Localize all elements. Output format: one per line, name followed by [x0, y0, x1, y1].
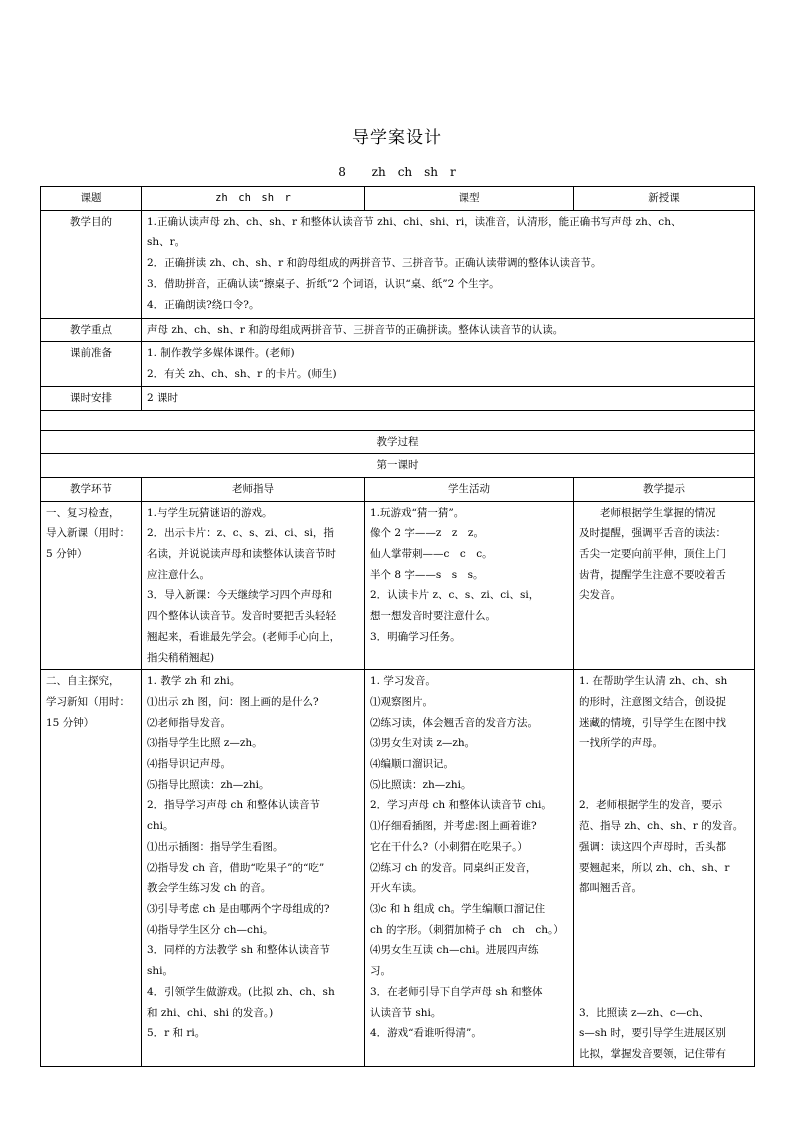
preparation-label: 课前准备: [41, 342, 142, 386]
text-line: 指尖稍稍翘起): [147, 651, 215, 664]
stage-row-1: [41, 501, 755, 670]
text-line: 5 分钟）: [46, 548, 88, 561]
text-line: 比拟，掌握发音要领，记住带有: [579, 1047, 726, 1060]
schedule-value: 2 课时: [142, 386, 755, 410]
preparation-line: 1. 制作教学多媒体课件。(老师): [147, 347, 295, 360]
schedule-row: [41, 386, 755, 410]
text-line: 的形时，注意图文结合，创设捉: [579, 695, 726, 708]
text-line: 1.与学生玩猜谜语的游戏。: [147, 506, 273, 519]
topic-label: 课题: [41, 187, 142, 211]
schedule-label: 课时安排: [41, 386, 142, 410]
preparation-content: [142, 342, 755, 386]
text-line: ⑵练习 ch 的发音。同桌纠正发音，: [370, 861, 537, 874]
text-line: 尖发音。: [579, 589, 621, 602]
text-line: 1.玩游戏“猜一猜”。: [370, 506, 465, 519]
type-value: 新授课: [574, 187, 755, 211]
text-line: 应注意什么。: [147, 568, 210, 581]
text-line: ⑵指导发 ch 音，借助“吃果子”的“吃”: [147, 861, 325, 874]
text-line: 像个 2 字——z z z。: [370, 527, 484, 540]
lesson-plan-table: [40, 186, 755, 1067]
text-line: 2．老师根据学生的发音，要示: [579, 799, 723, 812]
process-label: 教学过程: [41, 430, 755, 454]
text-line: 2．学习声母 ch 和整体认读音节 chi。: [370, 799, 552, 812]
text-line: 想一想发音时要注意什么。: [370, 610, 496, 623]
text-line: 认读音节 shi。: [370, 1006, 442, 1019]
text-line: 名读，并说说读声母和读整体认读音节时: [147, 548, 336, 561]
stage-name: [41, 501, 142, 670]
text-line: 范、指导 zh、ch、sh、r 的发音。: [579, 820, 744, 833]
text-line: ⑷编顺口溜识记。: [370, 758, 454, 771]
text-line: 3．同样的方法教学 sh 和整体认读音节: [147, 944, 331, 957]
topic-value: zh ch sh r: [142, 187, 365, 211]
type-label: 课型: [365, 187, 574, 211]
text-line: [579, 899, 749, 920]
key-points-label: 教学重点: [41, 318, 142, 342]
text-line: 翘起来，看谁最先学会。(老师手心向上，: [147, 630, 341, 643]
text-line: ⑴观察图片。: [370, 695, 433, 708]
lesson-subtitle: 8 zh ch sh r: [338, 165, 456, 179]
text-line: 1. 学习发音。: [370, 675, 436, 688]
text-line: 15 分钟）: [46, 716, 95, 729]
text-line: ⑸比照读：zh—zhi。: [370, 778, 472, 791]
text-line: 3．导入新课：今天继续学习四个声母和: [147, 589, 333, 602]
text-line: 4．游戏“看谁听得清”。: [370, 1027, 482, 1040]
text-line: 老师根据学生掌握的情况: [600, 506, 716, 519]
text-line: 四个整体认读音节。发音时要把舌头轻轻: [147, 610, 336, 623]
text-line: 要翘起来，所以 zh、ch、sh、r: [579, 861, 730, 874]
period-row: [41, 454, 755, 478]
goal-line: sh、r。: [147, 236, 186, 249]
student-activity: [365, 670, 574, 1066]
text-line: ⑶指导学生比照 z—zh。: [147, 737, 263, 750]
process-row: [41, 430, 755, 454]
text-line: ⑸指导比照读：zh—zhi。: [147, 778, 270, 791]
preparation-line: 2．有关 zh、ch、sh、r 的卡片。(师生): [147, 368, 337, 381]
text-line: 学习新知（用时：: [46, 695, 130, 708]
text-line: 齿背，提醒学生注意不要咬着舌: [579, 568, 726, 581]
text-line: ⑶引导考虑 ch 是由哪两个字母组成的?: [147, 902, 330, 915]
text-line: 教会学生练习发 ch 的音。: [147, 882, 272, 895]
text-line: 和 zhi、chi、shi 的发音。): [147, 1006, 274, 1019]
text-line: ⑷指导识记声母。: [147, 758, 231, 771]
text-line: 都叫翘舌音。: [579, 882, 642, 895]
goal-line: 1.正确认读声母 zh、ch、sh、r 和整体认读音节 zhi、chi、shi、ri，读准音，认清形，能正确书写声母 zh、ch、: [147, 215, 682, 228]
text-line: 开火车读。: [370, 882, 423, 895]
text-line: [579, 982, 749, 1003]
teaching-tips: [574, 670, 755, 1066]
text-line: ⑶c 和 h 组成 ch。学生编顺口溜记住: [370, 902, 546, 915]
text-line: ⑷指导学生区分 ch—chi。: [147, 923, 274, 936]
header-student: 学生活动: [365, 477, 574, 501]
goals-content: [142, 210, 755, 318]
text-line: 3．比照读 z—zh、c—ch、: [579, 1006, 710, 1019]
text-line: 迷藏的情境，引导学生在图中找: [579, 716, 726, 729]
text-line: chi。: [147, 820, 174, 833]
header-stage: 教学环节: [41, 477, 142, 501]
period-label: 第一课时: [41, 454, 755, 478]
text-line: [579, 940, 749, 961]
text-line: 2．出示卡片：z、c、s、zi、ci、si，指: [147, 527, 334, 540]
header-tips: 教学提示: [574, 477, 755, 501]
text-line: ⑵老师指导发音。: [147, 716, 231, 729]
info-row: [41, 187, 755, 211]
text-line: [579, 961, 749, 982]
text-line: ⑴出示插图：指导学生看图。: [147, 840, 284, 853]
text-line: 一找所学的声母。: [579, 737, 663, 750]
text-line: 二、自主探究，: [46, 675, 120, 688]
teacher-guidance: [142, 501, 365, 670]
preparation-row: [41, 342, 755, 386]
text-line: [579, 754, 749, 775]
stage-name: [41, 670, 142, 1066]
text-line: 它在干什么?（小刺猬在吃果子。）: [370, 840, 528, 853]
text-line: 2．认读卡片 z、c、s、zi、ci、si，: [370, 589, 540, 602]
text-line: 2．指导学习声母 ch 和整体认读音节: [147, 799, 320, 812]
text-line: 习。: [370, 965, 391, 978]
text-line: 强调：读这四个声母时，舌头都: [579, 840, 726, 853]
text-line: 及时提醒，强调平舌音的读法：: [579, 527, 726, 540]
text-line: ⑷男女生互读 ch—chi。进展四声练: [370, 944, 539, 957]
text-line: ch 的字形。（刺猬加椅子 ch ch ch。）: [370, 923, 564, 936]
goals-row: [41, 210, 755, 318]
text-line: ⑶男女生对读 z—zh。: [370, 737, 476, 750]
text-line: 1. 教学 zh 和 zhi。: [147, 675, 241, 688]
text-line: 仙人掌带刺——c c c。: [370, 548, 493, 561]
key-points-value: 声母 zh、ch、sh、r 和韵母组成两拼音节、三拼音节的正确拼读。整体认读音节的认读。: [142, 318, 755, 342]
text-line: ⑴出示 zh 图，问：图上画的是什么?: [147, 695, 319, 708]
process-header-row: [41, 477, 755, 501]
key-points-row: [41, 318, 755, 342]
text-line: 3．在老师引导下自学声母 sh 和整体: [370, 985, 543, 998]
text-line: [579, 775, 749, 796]
text-line: 3．明确学习任务。: [370, 630, 461, 643]
goal-line: 3．借助拼音，正确认读“擦桌子、折纸”2 个词语，认识“桌、纸”2 个生字。: [147, 277, 500, 290]
teaching-tips: [574, 501, 755, 670]
student-activity: [365, 501, 574, 670]
text-line: s—sh 时，要引导学生进展区别: [579, 1027, 726, 1040]
text-line: 4．引领学生做游戏。(比拟 zh、ch、sh: [147, 985, 335, 998]
text-line: 导入新课（用时：: [46, 527, 130, 540]
goal-line: 4．正确朗读?绕口令?。: [147, 298, 260, 311]
goal-line: 2．正确拼读 zh、ch、sh、r 和韵母组成的两拼音节、三拼音节。正确认读带调的整体认读音节。: [147, 257, 602, 270]
text-line: 1. 在帮助学生认清 zh、ch、sh: [579, 675, 728, 688]
text-line: ⑴仔细看插图，并考虑:图上画着谁?: [370, 820, 537, 833]
text-line: 5．r 和 ri。: [147, 1027, 206, 1040]
header-teacher: 老师指导: [142, 477, 365, 501]
text-line: shi。: [147, 965, 174, 978]
page-title: 导学案设计: [352, 128, 442, 148]
goals-label: 教学目的: [41, 210, 142, 318]
stage-row-2: [41, 670, 755, 1066]
text-line: 一、复习检查，: [46, 506, 120, 519]
teacher-guidance: [142, 670, 365, 1066]
text-line: ⑵练习读，体会翘舌音的发音方法。: [370, 716, 538, 729]
text-line: [579, 920, 749, 941]
text-line: 舌尖一定要向前平伸，顶住上门: [579, 548, 726, 561]
text-line: 半个 8 字——s s s。: [370, 568, 484, 581]
